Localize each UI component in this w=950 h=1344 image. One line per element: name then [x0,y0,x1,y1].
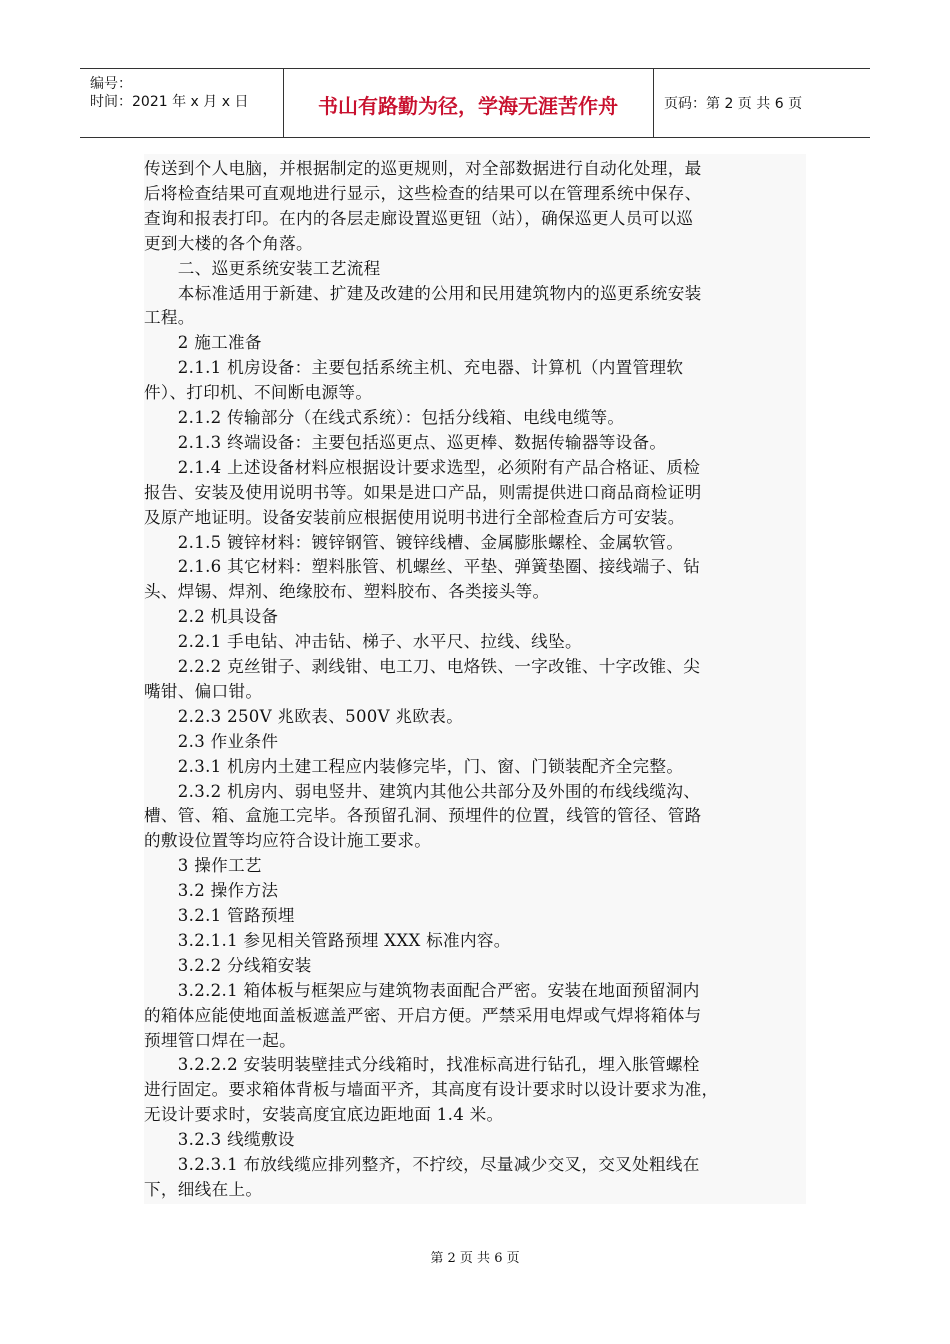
header-page-code: 页码：第 2 页 共 6 页 [664,96,803,112]
body-text-line: 工程。 [144,308,195,328]
document-date: 时间：2021 年 x 月 x 日 [90,94,249,110]
body-text-line: 本标准适用于新建、扩建及改建的公用和民用建筑物内的巡更系统安装 [144,283,702,303]
body-text-line: 2.2.2 克丝钳子、剥线钳、电工刀、电烙铁、一字改锥、十字改锥、尖 [144,657,701,676]
body-text-line: 3.2.1 管路预埋 [144,906,295,925]
body-text-line: 2 施工准备 [144,333,262,353]
body-text-line: 3.2.3.1 布放线缆应排列整齐，不拧绞，尽量减少交叉，交叉处粗线在 [144,1155,700,1174]
body-text-line: 的箱体应能使地面盖板遮盖严密、开启方便。严禁采用电焊或气焊将箱体与 [144,1005,702,1025]
body-text-line: 3.2.2.1 箱体板与框架应与建筑物表面配合严密。安装在地面预留洞内 [144,980,700,1000]
body-text-line: 更到大楼的各个角落。 [144,233,313,253]
body-text-line: 2.3.1 机房内土建工程应内装修完毕，门、窗、门锁装配齐全完整。 [144,756,684,776]
header-motto: 书山有路勤为径，学海无涯苦作舟 [318,94,618,118]
body-text-line: 报告、安装及使用说明书等。如果是进口产品，则需提供进口商品商检证明 [144,482,702,502]
body-text-line: 3.2 操作方法 [144,881,279,901]
body-text-line: 及原产地证明。设备安装前应根据使用说明书进行全部检查后方可安装。 [144,507,685,527]
body-text-line: 2.1.5 镀锌材料：镀锌钢管、镀锌线槽、金属膨胀螺栓、金属软管。 [144,532,684,552]
body-text-line: 2.3.2 机房内、弱电竖井、建筑内其他公共部分及外围的布线线缆沟、 [144,781,701,801]
header-page-cell [654,69,870,137]
body-text-line: 件）、打印机、不间断电源等。 [144,383,373,403]
body-text-line: 二、巡更系统安装工艺流程 [144,258,381,278]
header-info-cell [80,69,284,137]
body-text-line: 2.1.4 上述设备材料应根据设计要求选型，必须附有产品合格证、质检 [144,457,701,477]
header-motto-cell [283,69,654,137]
body-text-line: 无设计要求时，安装高度宜底边距地面 1.4 米。 [144,1105,504,1125]
body-text-line: 2.1.6 其它材料：塑料胀管、机螺丝、平垫、弹簧垫圈、接线端子、钻 [144,557,701,577]
body-text-line: 2.1.1 机房设备：主要包括系统主机、充电器、计算机（内置管理软 [144,358,684,378]
body-text-line: 3.2.2 分线箱安装 [144,955,312,975]
body-text-line: 查询和报表打印。在内的各层走廊设置巡更钮（站），确保巡更人员可以巡 [144,208,694,228]
body-text-line: 2.3 作业条件 [144,731,279,751]
body-text-line: 槽、管、箱、盒施工完毕。各预留孔洞、预埋件的位置，线管的管径、管路 [144,806,702,826]
body-text-line: 2.1.3 终端设备：主要包括巡更点、巡更棒、数据传输器等设备。 [144,432,667,452]
body-text-line: 预埋管口焊在一起。 [144,1030,297,1050]
body-text-line: 3.2.3 线缆敷设 [144,1130,295,1150]
body-text-line: 2.2 机具设备 [144,607,279,627]
body-text-line: 3.2.2.2 安装明装壁挂式分线箱时，找准标高进行钻孔，埋入胀管螺栓 [144,1055,700,1075]
body-text-line: 2.2.3 250V 兆欧表、500V 兆欧表。 [144,706,464,726]
page-footer: 第 2 页 共 6 页 [430,1251,520,1266]
body-text-line: 2.2.1 手电钻、冲击钻、梯子、水平尺、拉线、线坠。 [144,632,582,652]
document-number-label: 编号： [90,76,132,92]
body-text-line: 嘴钳、偏口钳。 [144,681,263,701]
document-body [144,154,806,1204]
body-text-line: 后将检查结果可直观地进行显示，这些检查的结果可以在管理系统中保存、 [144,183,702,203]
body-text-line: 3 操作工艺 [144,856,262,876]
body-text-line: 下，细线在上。 [144,1179,263,1199]
body-text-line: 的敷设位置等均应符合设计施工要求。 [144,831,432,851]
body-text-line: 传送到个人电脑，并根据制定的巡更规则，对全部数据进行自动化处理，最 [144,159,702,178]
body-text-line: 头、焊锡、焊剂、绝缘胶布、塑料胶布、各类接头等。 [144,582,550,602]
body-text-line: 2.1.2 传输部分（在线式系统）：包括分线箱、电线电缆等。 [144,408,625,427]
body-text-line: 3.2.1.1 参见相关管路预埋 XXX 标准内容。 [144,930,511,950]
page-header [80,68,870,138]
body-text-line: 进行固定。要求箱体背板与墙面平齐，其高度有设计要求时以设计要求为准， [144,1080,719,1100]
